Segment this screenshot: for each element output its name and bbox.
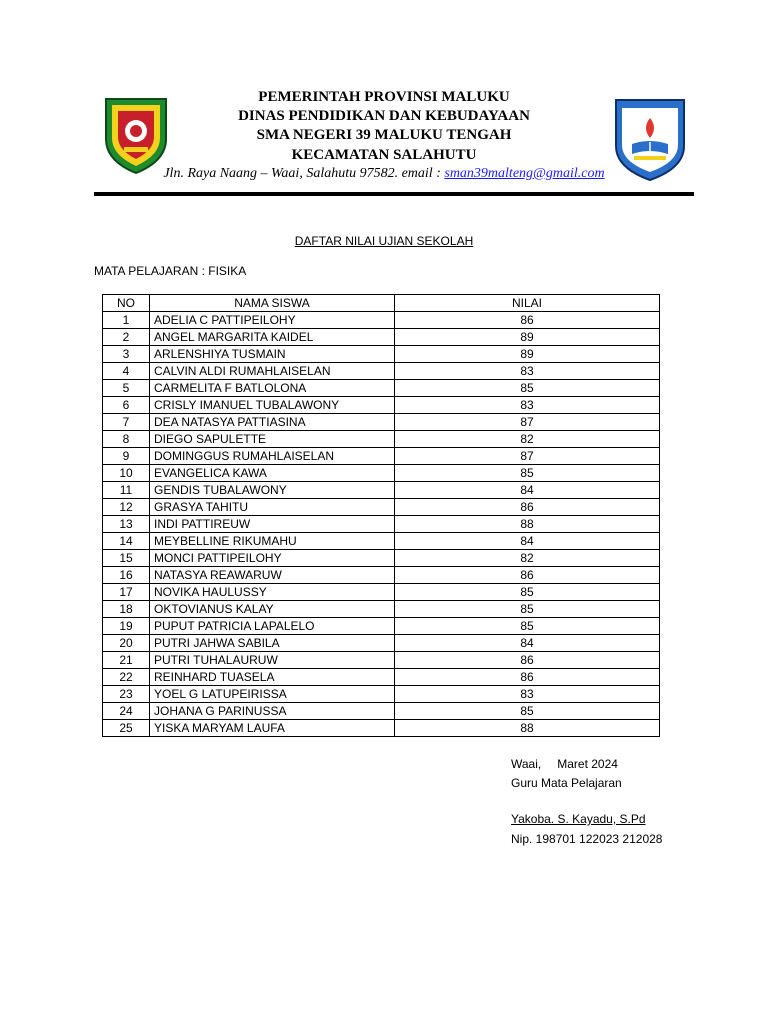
cell-student-name: DEA NATASYA PATTIASINA — [150, 414, 395, 431]
cell-no: 13 — [103, 516, 150, 533]
table-row — [103, 550, 660, 567]
table-row — [103, 601, 660, 618]
cell-score: 83 — [395, 686, 660, 703]
cell-score: 82 — [395, 431, 660, 448]
header-line-government: PEMERINTAH PROVINSI MALUKU — [258, 89, 510, 105]
cell-no: 11 — [103, 482, 150, 499]
cell-student-name: CALVIN ALDI RUMAHLAISELAN — [150, 363, 395, 380]
signature-place: Waai, — [511, 757, 542, 771]
cell-student-name: DOMINGGUS RUMAHLAISELAN — [150, 448, 395, 465]
cell-score: 85 — [395, 703, 660, 720]
cell-no: 24 — [103, 703, 150, 720]
cell-score: 86 — [395, 499, 660, 516]
cell-no: 14 — [103, 533, 150, 550]
cell-student-name: JOHANA G PARINUSSA — [150, 703, 395, 720]
cell-score: 87 — [395, 448, 660, 465]
cell-no: 6 — [103, 397, 150, 414]
table-row — [103, 618, 660, 635]
table-row — [103, 499, 660, 516]
table-row — [103, 516, 660, 533]
cell-score: 89 — [395, 329, 660, 346]
cell-score: 85 — [395, 584, 660, 601]
cell-student-name: NOVIKA HAULUSSY — [150, 584, 395, 601]
cell-no: 9 — [103, 448, 150, 465]
cell-no: 1 — [103, 312, 150, 329]
signature-date: Maret 2024 — [557, 757, 618, 771]
table-row — [103, 584, 660, 601]
table-row — [103, 431, 660, 448]
table-row — [103, 448, 660, 465]
table-row — [103, 720, 660, 737]
cell-student-name: PUTRI TUHALAURUW — [150, 652, 395, 669]
table-row — [103, 669, 660, 686]
cell-no: 22 — [103, 669, 150, 686]
cell-no: 18 — [103, 601, 150, 618]
school-crest-icon — [612, 96, 688, 182]
signature-nip: Nip. 198701 122023 212028 — [511, 832, 663, 846]
cell-no: 23 — [103, 686, 150, 703]
cell-score: 86 — [395, 567, 660, 584]
table-row — [103, 686, 660, 703]
cell-student-name: MEYBELLINE RIKUMAHU — [150, 533, 395, 550]
table-row — [103, 397, 660, 414]
column-header-score: NILAI — [395, 295, 660, 312]
table-row — [103, 652, 660, 669]
cell-student-name: CRISLY IMANUEL TUBALAWONY — [150, 397, 395, 414]
cell-no: 20 — [103, 635, 150, 652]
cell-no: 19 — [103, 618, 150, 635]
table-row — [103, 380, 660, 397]
signature-role: Guru Mata Pelajaran — [511, 776, 622, 790]
email-link[interactable]: sman39malteng@gmail.com — [444, 166, 605, 181]
cell-no: 7 — [103, 414, 150, 431]
table-row — [103, 312, 660, 329]
cell-score: 86 — [395, 652, 660, 669]
cell-student-name: GRASYA TAHITU — [150, 499, 395, 516]
table-row — [103, 465, 660, 482]
cell-score: 86 — [395, 312, 660, 329]
cell-score: 88 — [395, 720, 660, 737]
header-line-department: DINAS PENDIDIKAN DAN KEBUDAYAAN — [238, 108, 530, 124]
table-row — [103, 635, 660, 652]
cell-no: 2 — [103, 329, 150, 346]
cell-score: 85 — [395, 380, 660, 397]
table-row — [103, 482, 660, 499]
table-body — [103, 312, 660, 737]
table-row — [103, 703, 660, 720]
address-text: Jln. Raya Naang – Waai, Salahutu 97582. email : — [163, 166, 441, 181]
column-header-name: NAMA SISWA — [150, 295, 395, 312]
subject-label: MATA PELAJARAN : FISIKA — [94, 264, 247, 278]
cell-student-name: NATASYA REAWARUW — [150, 567, 395, 584]
cell-no: 16 — [103, 567, 150, 584]
table-row — [103, 567, 660, 584]
cell-student-name: ADELIA C PATTIPEILOHY — [150, 312, 395, 329]
table-row — [103, 346, 660, 363]
cell-score: 89 — [395, 346, 660, 363]
cell-student-name: DIEGO SAPULETTE — [150, 431, 395, 448]
cell-no: 21 — [103, 652, 150, 669]
cell-no: 8 — [103, 431, 150, 448]
header-divider — [94, 192, 694, 196]
cell-student-name: ARLENSHIYA TUSMAIN — [150, 346, 395, 363]
cell-no: 15 — [103, 550, 150, 567]
cell-score: 82 — [395, 550, 660, 567]
cell-no: 4 — [103, 363, 150, 380]
cell-student-name: CARMELITA F BATLOLONA — [150, 380, 395, 397]
cell-no: 25 — [103, 720, 150, 737]
cell-score: 87 — [395, 414, 660, 431]
cell-student-name: OKTOVIANUS KALAY — [150, 601, 395, 618]
cell-score: 84 — [395, 635, 660, 652]
cell-student-name: EVANGELICA KAWA — [150, 465, 395, 482]
cell-score: 83 — [395, 363, 660, 380]
cell-no: 12 — [103, 499, 150, 516]
column-header-no: NO — [103, 295, 150, 312]
cell-student-name: GENDIS TUBALAWONY — [150, 482, 395, 499]
cell-no: 10 — [103, 465, 150, 482]
cell-score: 85 — [395, 601, 660, 618]
cell-student-name: YISKA MARYAM LAUFA — [150, 720, 395, 737]
cell-score: 85 — [395, 465, 660, 482]
cell-student-name: PUPUT PATRICIA LAPALELO — [150, 618, 395, 635]
cell-no: 17 — [103, 584, 150, 601]
table-header-row — [103, 295, 660, 312]
cell-score: 88 — [395, 516, 660, 533]
cell-student-name: REINHARD TUASELA — [150, 669, 395, 686]
header-line-district: KECAMATAN SALAHUTU — [291, 147, 477, 163]
table-row — [103, 329, 660, 346]
cell-score: 85 — [395, 618, 660, 635]
table-row — [103, 414, 660, 431]
cell-student-name: MONCI PATTIPEILOHY — [150, 550, 395, 567]
cell-score: 84 — [395, 533, 660, 550]
grades-table — [102, 294, 660, 737]
table-row — [103, 533, 660, 550]
cell-no: 3 — [103, 346, 150, 363]
cell-student-name: INDI PATTIREUW — [150, 516, 395, 533]
cell-student-name: PUTRI JAHWA SABILA — [150, 635, 395, 652]
signature-name: Yakoba. S. Kayadu, S.Pd — [511, 812, 646, 826]
signature-place-date — [511, 757, 618, 771]
cell-student-name: YOEL G LATUPEIRISSA — [150, 686, 395, 703]
header-line-school: SMA NEGERI 39 MALUKU TENGAH — [256, 127, 512, 143]
table-row — [103, 363, 660, 380]
cell-student-name: ANGEL MARGARITA KAIDEL — [150, 329, 395, 346]
document-title: DAFTAR NILAI UJIAN SEKOLAH — [294, 234, 474, 248]
cell-score: 84 — [395, 482, 660, 499]
cell-score: 86 — [395, 669, 660, 686]
cell-no: 5 — [103, 380, 150, 397]
cell-score: 83 — [395, 397, 660, 414]
